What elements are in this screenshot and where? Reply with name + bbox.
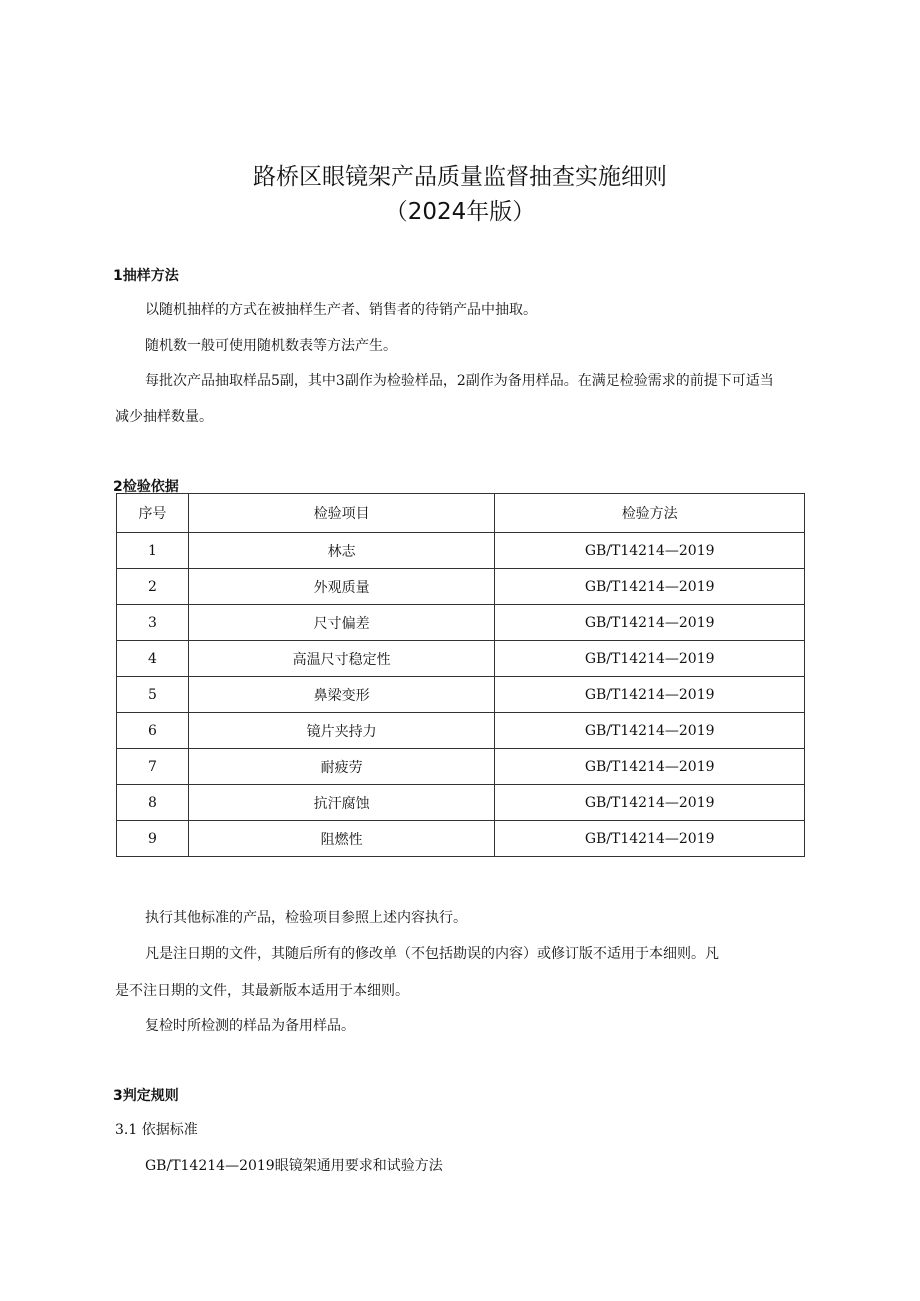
- table-row: [117, 785, 805, 821]
- table-row: [117, 569, 805, 605]
- table-cell: 4: [117, 641, 189, 677]
- table-row: [117, 749, 805, 785]
- header-cell: 检验方法: [495, 494, 805, 533]
- inspection-table: [116, 493, 805, 857]
- table-cell: GB/T14214—2019: [495, 677, 805, 713]
- paragraph: 每批次产品抽取样品5副，其中3副作为检验样品，2副作为备用样品。在满足检验需求的前提下可适当: [145, 373, 774, 389]
- table-cell: 1: [117, 533, 189, 569]
- table-row: [117, 605, 805, 641]
- table-header-row: [117, 494, 805, 533]
- table-cell: GB/T14214—2019: [495, 605, 805, 641]
- paragraph: 凡是注日期的文件，其随后所有的修改单（不包括勘误的内容）或修订版不适用于本细则。凡: [145, 946, 719, 962]
- document-title: 路桥区眼镜架产品质量监督抽查实施细则: [253, 164, 667, 190]
- paragraph: 执行其他标准的产品，检验项目参照上述内容执行。: [145, 910, 467, 926]
- paragraph: 减少抽样数量。: [115, 409, 213, 425]
- table-cell: GB/T14214—2019: [495, 641, 805, 677]
- standard-reference: GB/T14214—2019眼镜架通用要求和试验方法: [145, 1158, 443, 1174]
- table-cell: 2: [117, 569, 189, 605]
- table-cell: 鼻梁变形: [188, 677, 494, 713]
- table-cell: 3: [117, 605, 189, 641]
- section2-heading: 2检验依据: [113, 479, 179, 495]
- section3-heading: 3判定规则: [113, 1088, 179, 1104]
- table-row: [117, 821, 805, 857]
- table-cell: 5: [117, 677, 189, 713]
- table-cell: 耐疲劳: [188, 749, 494, 785]
- table-cell: 镜片夹持力: [188, 713, 494, 749]
- paragraph: 随机数一般可使用随机数表等方法产生。: [145, 338, 397, 354]
- table-cell: GB/T14214—2019: [495, 533, 805, 569]
- table-cell: 9: [117, 821, 189, 857]
- table-cell: 尺寸偏差: [188, 605, 494, 641]
- header-cell: 检验项目: [188, 494, 494, 533]
- header-cell: 序号: [117, 494, 189, 533]
- table-cell: GB/T14214—2019: [495, 713, 805, 749]
- sub-heading: 3.1 依据标准: [115, 1122, 198, 1138]
- table-cell: 8: [117, 785, 189, 821]
- table-cell: 阻燃性: [188, 821, 494, 857]
- table-row: [117, 533, 805, 569]
- section1-heading: 1抽样方法: [113, 268, 179, 284]
- paragraph: 以随机抽样的方式在被抽样生产者、销售者的待销产品中抽取。: [145, 302, 537, 318]
- table-cell: 外观质量: [188, 569, 494, 605]
- table-row: [117, 641, 805, 677]
- table-cell: 林志: [188, 533, 494, 569]
- paragraph: 复检时所检测的样品为备用样品。: [145, 1018, 355, 1034]
- table-row: [117, 677, 805, 713]
- table-cell: 高温尺寸稳定性: [188, 641, 494, 677]
- document-subtitle: （2024年版）: [384, 199, 536, 225]
- paragraph: 是不注日期的文件，其最新版本适用于本细则。: [115, 983, 409, 999]
- table-cell: 6: [117, 713, 189, 749]
- table-cell: GB/T14214—2019: [495, 569, 805, 605]
- table-cell: GB/T14214—2019: [495, 785, 805, 821]
- table-row: [117, 713, 805, 749]
- table-cell: GB/T14214—2019: [495, 749, 805, 785]
- table-cell: 7: [117, 749, 189, 785]
- table-cell: GB/T14214—2019: [495, 821, 805, 857]
- table-cell: 抗汗腐蚀: [188, 785, 494, 821]
